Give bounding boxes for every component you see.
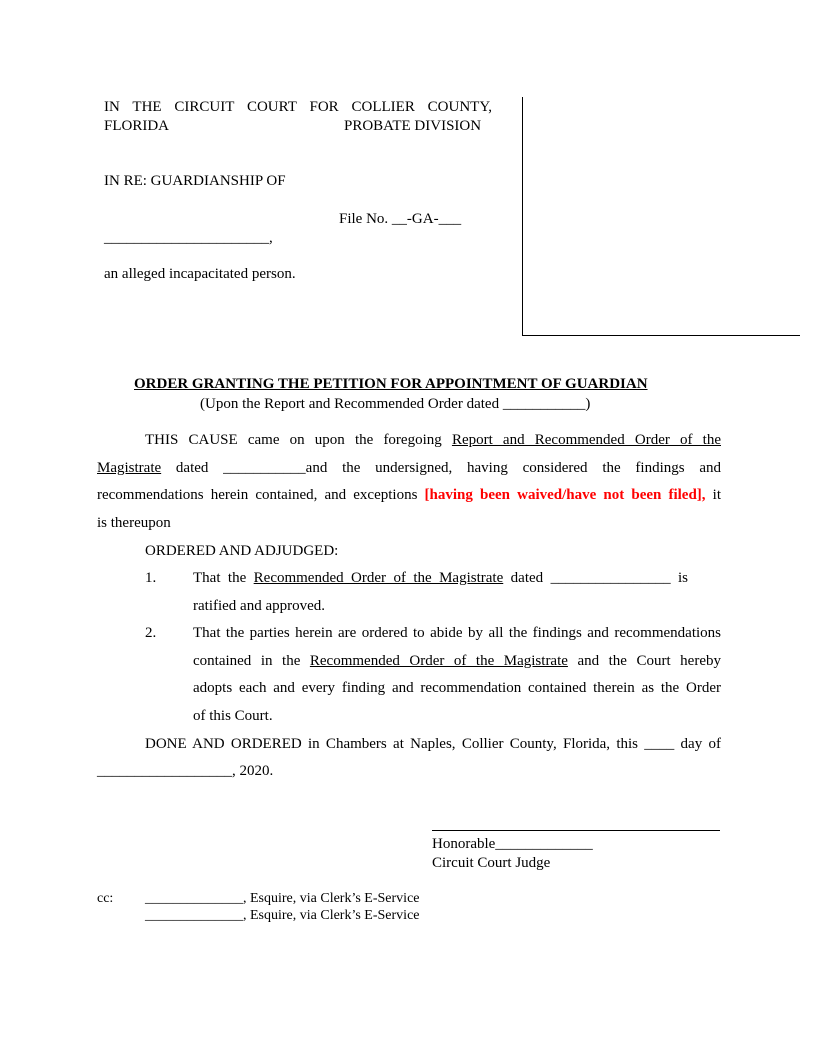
- item2-text: contained in the: [193, 653, 301, 669]
- item2-line2: [193, 652, 721, 670]
- item1-text: That the: [193, 570, 247, 586]
- para1-text: it: [712, 487, 722, 503]
- para1-line4: is thereupon: [97, 515, 171, 531]
- item1-line2: ratified and approved.: [193, 598, 326, 614]
- done-ordered-line1: DONE AND ORDERED in Chambers at Naples, Collier County, Florida, this ____ day of: [145, 736, 721, 752]
- magistrate-reference: Magistrate: [97, 460, 162, 476]
- item2-number: 2.: [145, 625, 157, 641]
- item2-text: and the Court hereby: [577, 653, 721, 669]
- cc-recipient-1: ______________, Esquire, via Clerk’s E-Service: [145, 891, 420, 906]
- alleged-incapacitated: an alleged incapacitated person.: [104, 266, 296, 282]
- file-number: File No. __-GA-___: [339, 211, 462, 227]
- court-state: FLORIDA: [104, 118, 170, 134]
- item2-line4: of this Court.: [193, 708, 273, 724]
- signature-line: [432, 830, 720, 831]
- court-division: PROBATE DIVISION: [344, 118, 482, 134]
- para1-text: recommendations herein contained, and exceptions: [97, 487, 418, 503]
- order-subtitle: (Upon the Report and Recommended Order dated ___________): [200, 396, 591, 412]
- para1-line1: [145, 431, 721, 449]
- judge-name: Honorable_____________: [432, 836, 593, 852]
- caption-horizontal-divider: [522, 335, 800, 336]
- item1-text: dated ________________ is: [510, 570, 688, 586]
- judge-title: Circuit Court Judge: [432, 855, 551, 871]
- ward-name-blank: ______________________,: [104, 230, 273, 246]
- court-name: IN THE CIRCUIT COURT FOR COLLIER COUNTY,: [104, 99, 492, 115]
- item2-line3: adopts each and every finding and recommendation contained therein as the Order: [193, 680, 721, 696]
- ordered-adjudged: ORDERED AND ADJUDGED:: [145, 543, 339, 559]
- recommended-order-reference: Recommended Order of the Magistrate: [253, 570, 504, 586]
- item2-line1: That the parties herein are ordered to abide by all the findings and recommendations: [193, 625, 721, 641]
- para1-line3: [97, 486, 721, 504]
- recommended-order-reference: Recommended Order of the Magistrate: [309, 653, 568, 669]
- done-ordered-line2: __________________, 2020.: [97, 763, 274, 779]
- para1-text: dated ___________and the undersigned, having considered the findings and: [175, 460, 721, 476]
- caption-vertical-divider: [522, 97, 523, 336]
- exceptions-status-placeholder: [having been waived/have not been filed],: [424, 487, 706, 503]
- in-re-heading: IN RE: GUARDIANSHIP OF: [104, 173, 286, 189]
- item1-number: 1.: [145, 570, 157, 586]
- order-title: ORDER GRANTING THE PETITION FOR APPOINTMENT OF GUARDIAN: [134, 376, 648, 392]
- cc-label: cc:: [97, 891, 114, 906]
- para1-text: THIS CAUSE came on upon the foregoing: [145, 432, 442, 448]
- item1-line1: [193, 569, 688, 587]
- cc-recipient-2: ______________, Esquire, via Clerk’s E-Service: [145, 908, 420, 923]
- report-reference: Report and Recommended Order of the: [451, 432, 721, 448]
- para1-line2: [97, 459, 721, 477]
